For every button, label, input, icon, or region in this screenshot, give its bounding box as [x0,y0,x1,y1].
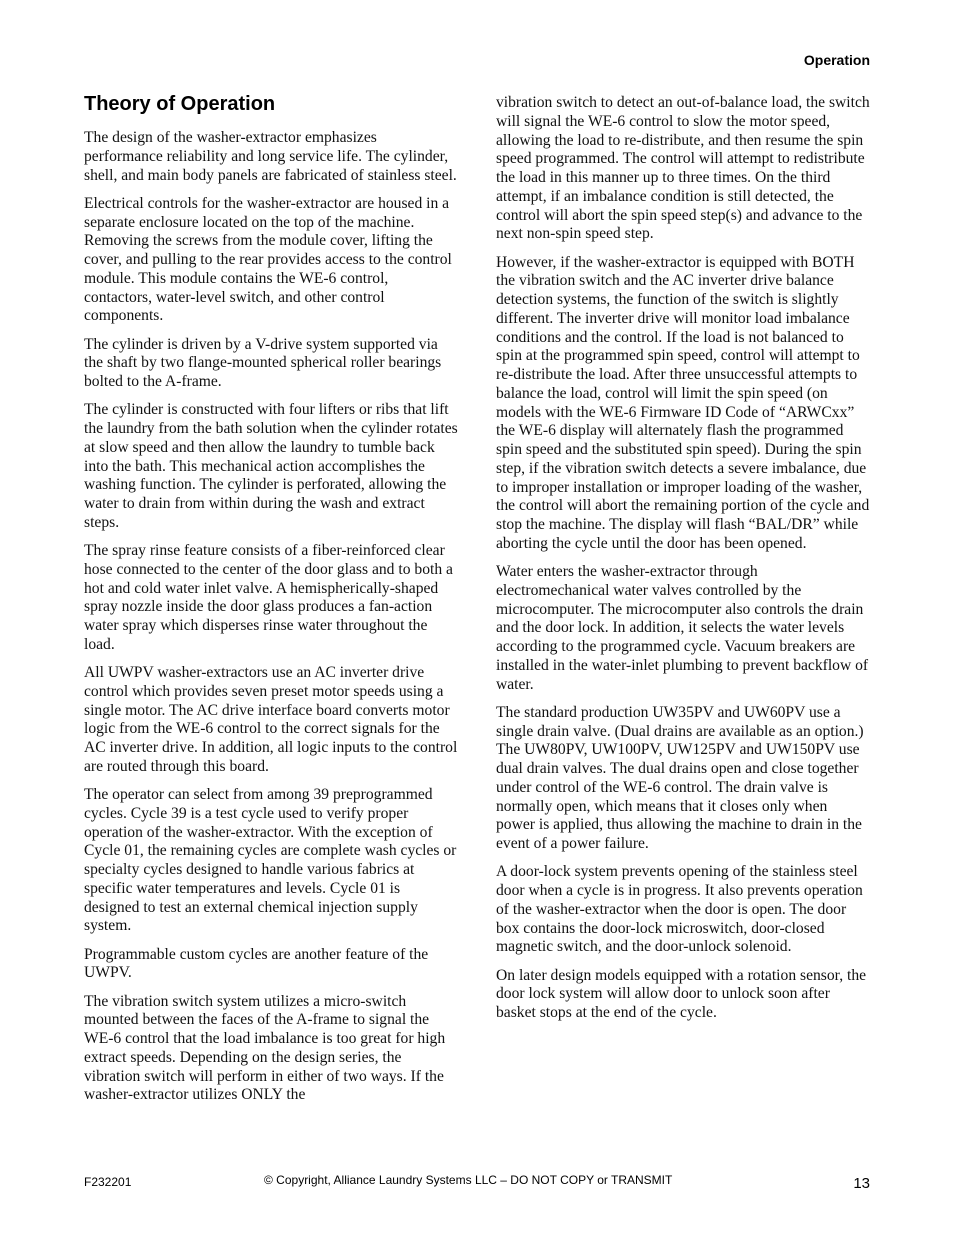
paragraph: All UWPV washer-extractors use an AC inverter drive control which provides seven preset motor speeds using a single motor. The AC drive interface board converts motor logic from the WE-6 control to the correct signals for the AC inverter drive. In addition, all logic inputs to the control are routed through this board. [84,664,458,775]
document-id: F232201 [84,1175,132,1189]
paragraph: vibration switch to detect an out-of-balance load, the switch will signal the WE-6 control to slow the motor speed, allowing the load to re-distribute, and then resume the spin speed programmed. The control will attempt to redistribute the load in this manner up to three times. On the third attempt, if an imbalance condition is still detected, the control will abort the spin speed step(s) and advance to the next non-spin speed step. [496,94,870,243]
paragraph: The spray rinse feature consists of a fiber-reinforced clear hose connected to the center of the door glass and to both a hot and cold water inlet valve. A hemispherically-shaped spray nozzle inside the door glass produces a fan-action water spray which disperses rinse water throughout the load. [84,542,453,653]
paragraph: The cylinder is constructed with four lifters or ribs that lift the laundry from the bath solution when the cylinder rotates at slow speed and then allow the laundry to tumble back into the bath. This mechanical action accomplishes the washing function. The cylinder is perforated, allowing the water to drain from within during the wash and extract steps. [84,401,458,531]
paragraph: However, if the washer-extractor is equipped with BOTH the vibration switch and the AC inverter drive balance detection systems, the function of the switch is slightly different. The inverter drive will monitor load imbalance conditions and the control. If the load is not balanced to spin at the programmed spin speed, control will attempt to re-distribute the load. After three unsuccessful attempts to balance the load, control will limit the spin speed (on models with the WE-6 Firmware ID Code of “ARWCxx” the WE-6 display will alternately flash the programmed spin speed and the substituted spin speed). During the spin step, if the vibration switch detects a severe imbalance, due to improper installation or improper loading of the washer, the control will abort the remaining portion of the cycle and stop the machine. The display will flash “BAL/DR” while aborting the cycle until the door has been opened. [496,253,870,552]
right-column [496,94,870,1032]
paragraph: The operator can select from among 39 preprogrammed cycles. Cycle 39 is a test cycle used to verify proper operation of the washer-extractor. With the exception of Cycle 01, the remaining cycles are complete wash cycles or specialty cycles designed to handle various fabrics at specific water temperatures and levels. Cycle 01 is designed to test an external chemical injection supply system. [84,786,457,935]
section-title: Theory of Operation [84,93,276,115]
paragraph: Programmable custom cycles are another feature of the UWPV. [84,945,429,982]
paragraph: A door-lock system prevents opening of the stainless steel door when a cycle is in progress. It also prevents operation of the washer-extractor when the door is open. The door box contains the door-lock microswitch, door-closed magnetic switch, and the door-unlock solenoid. [496,863,863,956]
page-number: 13 [853,1175,870,1192]
paragraph: Water enters the washer-extractor through electromechanical water valves controlled by the microcomputer. The microcomputer also controls the drain and the door lock. In addition, it selects the water levels according to the programmed cycle. Vacuum breakers are installed in the water-inlet plumbing to prevent backflow of water. [496,563,869,693]
left-column [84,92,458,1115]
copyright-notice: © Copyright, Alliance Laundry Systems LLC – DO NOT COPY or TRANSMIT [264,1173,673,1187]
paragraph: The standard production UW35PV and UW60PV use a single drain valve. (Dual drains are available as an option.) The UW80PV, UW100PV, UW125PV and UW150PV use dual drain valves. The dual drains open and close together under control of the WE-6 control. The drain valve is normally open, which means that it closes only when power is applied, thus allowing the machine to drain in the event of a power failure. [496,703,864,852]
paragraph: The vibration switch system utilizes a micro-switch mounted between the faces of the A-frame to signal the WE-6 control that the load imbalance is too great for high extract speeds. Depending on the design series, the vibration switch will perform in either of two ways. If the washer-extractor utilizes ONLY the [84,992,446,1104]
paragraph: The design of the washer-extractor emphasizes performance reliability and long service life. The cylinder, shell, and main body panels are fabricated of stainless steel. [84,129,457,184]
paragraph: Electrical controls for the washer-extractor are housed in a separate enclosure located on the top of the machine. Removing the screws from the module cover, lifting the cover, and pulling to the rear provides access to the control module. This module contains the WE-6 control, contactors, water-level switch, and other control components. [84,194,452,325]
paragraph: The cylinder is driven by a V-drive system supported via the shaft by two flange-mounted spherical roller bearings bolted to the A-frame. [84,335,442,390]
running-header-section: Operation [803,52,870,68]
paragraph: On later design models equipped with a rotation sensor, the door lock system will allow door to unlock soon after basket stops at the end of the cycle. [496,966,867,1021]
